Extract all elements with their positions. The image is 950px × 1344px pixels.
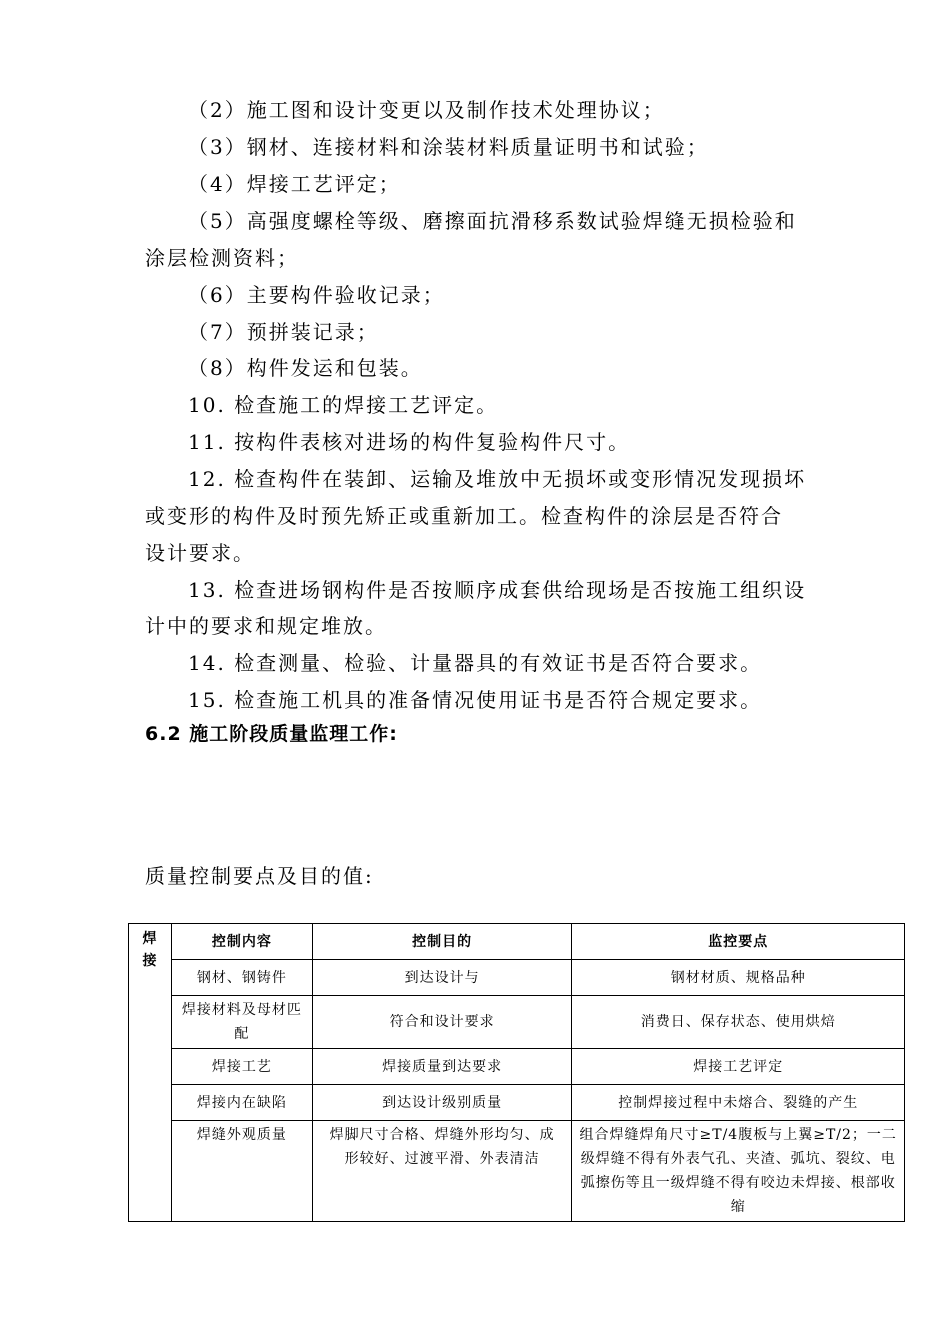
body-line: 13. 检查进场钢构件是否按顺序成套供给现场是否按施工组织设 [188, 578, 807, 602]
section-heading: 6.2 施工阶段质量监理工作: [145, 723, 398, 745]
body-line: （7）预拼装记录； [188, 320, 379, 344]
table-cell: 到达设计级别质量 [312, 1085, 572, 1121]
table-cell: 到达设计与 [312, 960, 572, 996]
body-line: 涂层检测资料； [145, 246, 299, 270]
table-intro: 质量控制要点及目的值: [145, 864, 374, 888]
table-row [129, 1121, 905, 1222]
body-line: 14. 检查测量、检验、计量器具的有效证书是否符合要求。 [188, 651, 763, 675]
table-cell: 消费日、保存状态、使用烘焙 [572, 996, 905, 1049]
body-line: （8）构件发运和包装。 [188, 356, 423, 380]
body-line: 15. 检查施工机具的准备情况使用证书是否符合规定要求。 [188, 688, 763, 712]
body-line: 计中的要求和规定堆放。 [145, 614, 387, 638]
table-header-cell: 控制目的 [312, 924, 572, 960]
table-cell: 焊缝外观质量 [171, 1121, 312, 1222]
table-row [129, 1049, 905, 1085]
table-header-row [129, 924, 905, 960]
body-line: （2）施工图和设计变更以及制作技术处理协议； [188, 98, 665, 122]
table-header-cell: 监控要点 [572, 924, 905, 960]
table-cell: 焊接工艺评定 [572, 1049, 905, 1085]
body-line: 或变形的构件及时预先矫正或重新加工。检查构件的涂层是否符合 [145, 504, 783, 528]
body-line: 设计要求。 [145, 541, 255, 565]
table-row [129, 996, 905, 1049]
table-cell: 焊接内在缺陷 [171, 1085, 312, 1121]
body-line: 10. 检查施工的焊接工艺评定。 [188, 393, 499, 417]
body-line: （4）焊接工艺评定； [188, 172, 401, 196]
table-cell: 控制焊接过程中未熔合、裂缝的产生 [572, 1085, 905, 1121]
body-line: （6）主要构件验收记录； [188, 283, 445, 307]
body-line: （3）钢材、连接材料和涂装材料质量证明书和试验； [188, 135, 709, 159]
table-cell: 焊接工艺 [171, 1049, 312, 1085]
table-header-cell: 控制内容 [171, 924, 312, 960]
table-cell: 组合焊缝焊角尺寸≥T/4腹板与上翼≥T/2；一二级焊缝不得有外表气孔、夹渣、弧坑、裂纹、电弧擦伤等且一级焊缝不得有咬边未焊接、根部收缩 [572, 1121, 905, 1222]
table-row [129, 960, 905, 996]
body-line: 12. 检查构件在装卸、运输及堆放中无损坏或变形情况发现损坏 [188, 467, 807, 491]
table-cell: 符合和设计要求 [312, 996, 572, 1049]
table-cell: 焊脚尺寸合格、焊缝外形均匀、成形较好、过渡平滑、外表清洁 [312, 1121, 572, 1222]
body-line: （5）高强度螺栓等级、磨擦面抗滑移系数试验焊缝无损检验和 [188, 209, 797, 233]
body-line: 11. 按构件表核对进场的构件复验构件尺寸。 [188, 430, 631, 454]
quality-control-table [128, 923, 905, 1222]
table-cell: 钢材、钢铸件 [171, 960, 312, 996]
table-row [129, 1085, 905, 1121]
side-label-text: 焊 接 [142, 931, 158, 969]
table-cell: 焊接材料及母材匹配 [171, 996, 312, 1049]
table-cell: 钢材材质、规格品种 [572, 960, 905, 996]
table-side-label [129, 924, 172, 1222]
table-cell: 焊接质量到达要求 [312, 1049, 572, 1085]
